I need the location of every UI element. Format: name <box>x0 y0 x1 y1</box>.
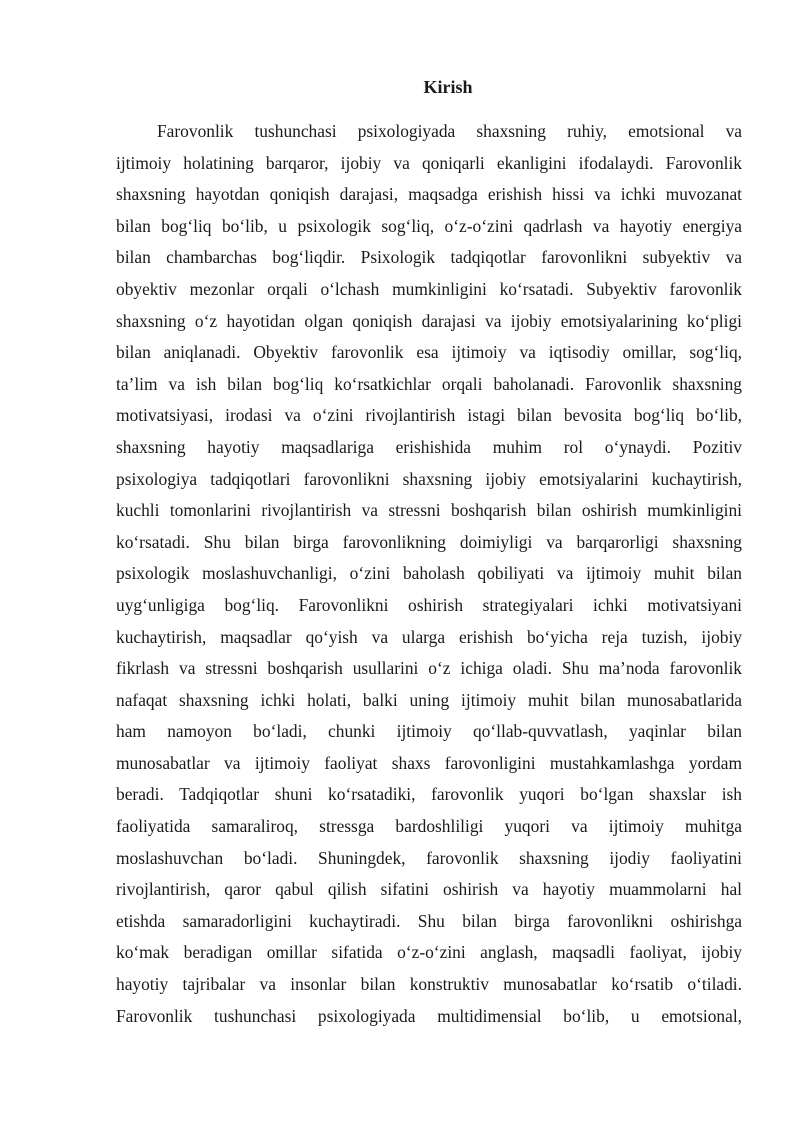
paragraph-line: psixologik moslashuvchanligi, o‘zini baholash qobiliyati va ijtimoiy muhit bilan <box>116 563 742 584</box>
body-paragraph <box>116 116 742 1032</box>
paragraph-line: Farovonlik tushunchasi psixologiyada multidimensial bo‘lib, u emotsional, <box>116 1005 742 1026</box>
paragraph-line: ijtimoiy holatining barqaror, ijobiy va qoniqarli ekanligini ifodalaydi. Farovonlik <box>116 152 742 173</box>
paragraph-line: bilan aniqlanadi. Obyektiv farovonlik esa ijtimoiy va iqtisodiy omillar, sog‘liq, <box>116 342 742 363</box>
paragraph-line: nafaqat shaxsning ichki holati, balki uning ijtimoiy muhit bilan munosabatlarida <box>116 689 742 710</box>
paragraph-line: fikrlash va stressni boshqarish usullarini o‘z ichiga oladi. Shu ma’noda farovonlik <box>116 658 742 679</box>
paragraph-line: psixologiya tadqiqotlari farovonlikni shaxsning ijobiy emotsiyalarini kuchaytirish, <box>116 468 742 489</box>
paragraph-line: kuchli tomonlarini rivojlantirish va stressni boshqarish bilan oshirish mumkinligini <box>116 500 742 521</box>
paragraph-line: bilan chambarchas bog‘liqdir. Psixologik tadqiqotlar farovonlikni subyektiv va <box>116 247 742 268</box>
paragraph-line: munosabatlar va ijtimoiy faoliyat shaxs farovonligini mustahkamlashga yordam <box>116 752 742 773</box>
paragraph-line: faoliyatida samaraliroq, stressga bardoshliligi yuqori va ijtimoiy muhitga <box>116 816 742 837</box>
paragraph-line: shaxsning hayotdan qoniqish darajasi, maqsadga erishish hissi va ichki muvozanat <box>116 184 742 205</box>
paragraph-line: kuchaytirish, maqsadlar qo‘yish va ularga erishish bo‘yicha reja tuzish, ijobiy <box>116 626 742 647</box>
paragraph-line: beradi. Tadqiqotlar shuni ko‘rsatadiki, farovonlik yuqori bo‘lgan shaxslar ish <box>116 784 742 805</box>
paragraph-line: uyg‘unligiga bog‘liq. Farovonlikni oshirish strategiyalari ichki motivatsiyani <box>116 594 742 615</box>
paragraph-line: motivatsiyasi, irodasi va o‘zini rivojlantirish istagi bilan bevosita bog‘liq bo‘lib, <box>116 405 742 426</box>
paragraph-line: shaxsning hayotiy maqsadlariga erishishida muhim rol o‘ynaydi. Pozitiv <box>116 436 742 457</box>
paragraph-line: ham namoyon bo‘ladi, chunki ijtimoiy qo‘llab-quvvatlash, yaqinlar bilan <box>116 721 742 742</box>
paragraph-line: etishda samaradorligini kuchaytiradi. Shu bilan birga farovonlikni oshirishga <box>116 910 742 931</box>
paragraph-line: ko‘mak beradigan omillar sifatida o‘z-o‘zini anglash, maqsadli faoliyat, ijobiy <box>116 942 742 963</box>
paragraph-line: obyektiv mezonlar orqali o‘lchash mumkinligini ko‘rsatadi. Subyektiv farovonlik <box>116 278 742 299</box>
paragraph-line: rivojlantirish, qaror qabul qilish sifatini oshirish va hayotiy muammolarni hal <box>116 879 742 900</box>
paragraph-line: shaxsning o‘z hayotidan olgan qoniqish darajasi va ijobiy emotsiyalarining ko‘pligi <box>116 310 742 331</box>
paragraph-line: ko‘rsatadi. Shu bilan birga farovonlikning doimiyligi va barqarorligi shaxsning <box>116 531 742 552</box>
paragraph-line: bilan bog‘liq bo‘lib, u psixologik sog‘liq, o‘z-o‘zini qadrlash va hayotiy energiya <box>116 215 742 236</box>
paragraph-line: ta’lim va ish bilan bog‘liq ko‘rsatkichlar orqali baholanadi. Farovonlik shaxsning <box>116 373 742 394</box>
section-title: Kirish <box>423 77 473 97</box>
paragraph-line: moslashuvchan bo‘ladi. Shuningdek, farovonlik shaxsning ijodiy faoliyatini <box>116 847 742 868</box>
paragraph-line: Farovonlik tushunchasi psixologiyada shaxsning ruhiy, emotsional va <box>157 121 742 141</box>
paragraph-line: hayotiy tajribalar va insonlar bilan konstruktiv munosabatlar ko‘rsatib o‘tiladi. <box>116 974 742 995</box>
